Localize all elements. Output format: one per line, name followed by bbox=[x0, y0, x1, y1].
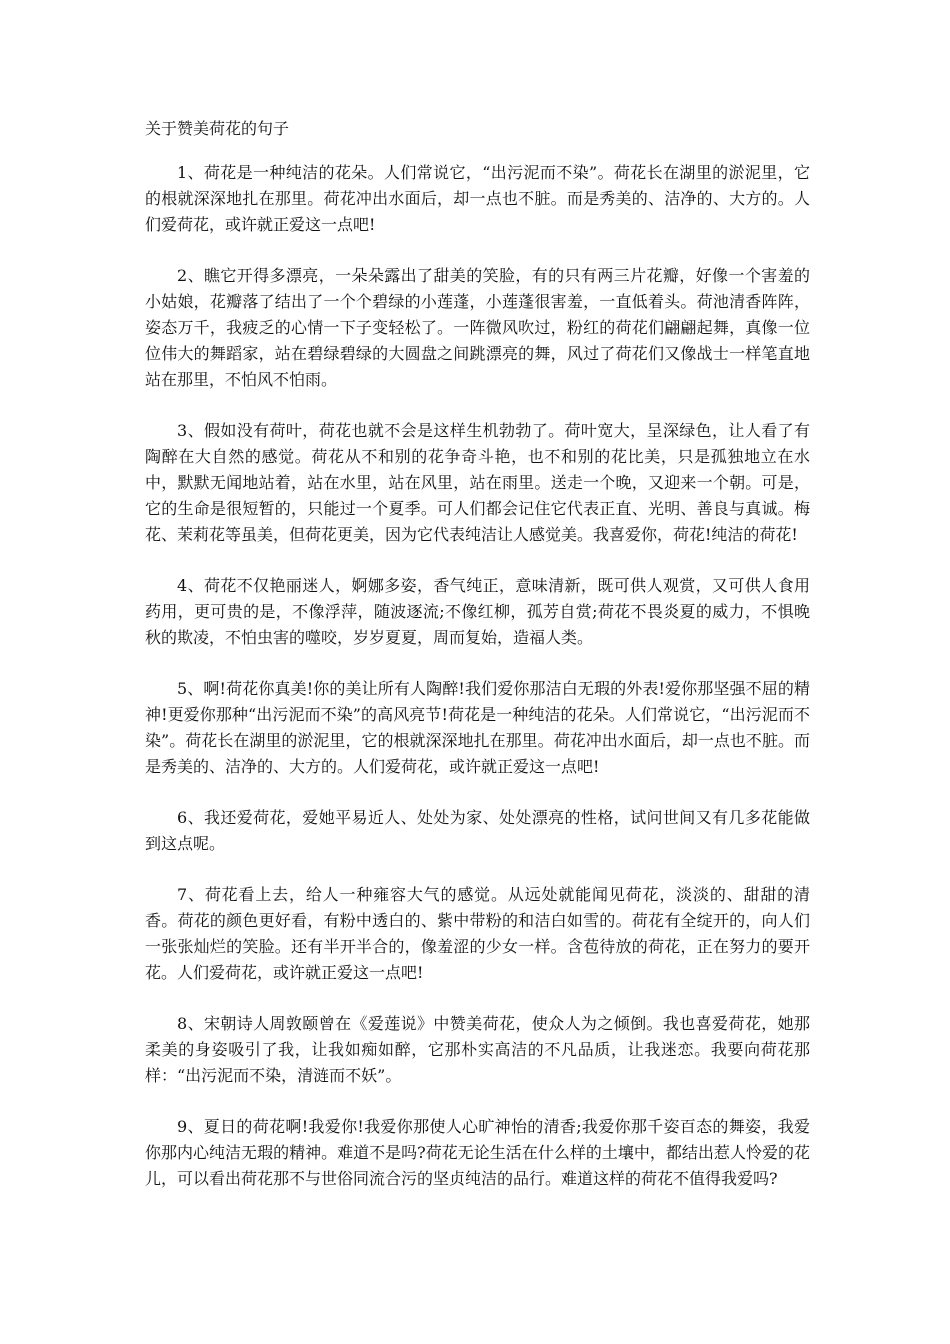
document-title: 关于赞美荷花的句子 bbox=[145, 119, 290, 138]
paragraph-3: 3、假如没有荷叶，荷花也就不会是这样生机勃勃了。荷叶宽大，呈深绿色，让人看了有陶醉在大自然的感觉。荷花从不和别的花争奇斗艳，也不和别的花比美，只是孤独地立在水中，默默无闻地站着，站在水里，站在风里，站在雨里。送走一个晚，又迎来一个朝。可是，它的生命是很短暂的，只能过一个夏季。可人们都会记住它代表正直、光明、善良与真诚。梅花、茉莉花等虽美，但荷花更美，因为它代表纯洁让人感觉美。我喜爱你，荷花!纯洁的荷花! bbox=[145, 421, 810, 544]
paragraph-5: 5、啊!荷花你真美!你的美让所有人陶醉!我们爱你那洁白无瑕的外表!爱你那坚强不屈的精神!更爱你那种“出污泥而不染”的高风亮节!荷花是一种纯洁的花朵。人们常说它，“出污泥而不染”。荷花长在湖里的淤泥里，它的根就深深地扎在那里。荷花冲出水面后，却一点也不脏。而是秀美的、洁净的、大方的。人们爱荷花，或许就正爱这一点吧! bbox=[145, 679, 810, 776]
paragraph-1: 1、荷花是一种纯洁的花朵。人们常说它，“出污泥而不染”。荷花长在湖里的淤泥里，它的根就深深地扎在那里。荷花冲出水面后，却一点也不脏。而是秀美的、洁净的、大方的。人们爱荷花，或许就正爱这一点吧! bbox=[145, 163, 810, 234]
paragraph-9: 9、夏日的荷花啊!我爱你!我爱你那使人心旷神怡的清香;我爱你那千姿百态的舞姿，我爱你那内心纯洁无瑕的精神。难道不是吗?荷花无论生活在什么样的土壤中，都结出惹人怜爱的花儿，可以看出荷花那不与世俗同流合污的坚贞纯洁的品行。难道这样的荷花不值得我爱吗? bbox=[145, 1117, 810, 1188]
paragraph-2: 2、瞧它开得多漂亮，一朵朵露出了甜美的笑脸，有的只有两三片花瓣，好像一个害羞的小姑娘，花瓣落了结出了一个个碧绿的小莲蓬，小莲蓬很害羞，一直低着头。荷池清香阵阵，姿态万千，我疲乏的心情一下子变轻松了。一阵微风吹过，粉红的荷花们翩翩起舞，真像一位位伟大的舞蹈家，站在碧绿碧绿的大圆盘之间跳漂亮的舞，风过了荷花们又像战士一样笔直地站在那里，不怕风不怕雨。 bbox=[145, 266, 810, 389]
paragraph-7: 7、荷花看上去，给人一种雍容大气的感觉。从远处就能闻见荷花，淡淡的、甜甜的清香。荷花的颜色更好看，有粉中透白的、紫中带粉的和洁白如雪的。荷花有全绽开的，向人们一张张灿烂的笑脸。还有半开半合的，像羞涩的少女一样。含苞待放的荷花，正在努力的要开花。人们爱荷花，或许就正爱这一点吧! bbox=[145, 885, 810, 982]
paragraph-6: 6、我还爱荷花，爱她平易近人、处处为家、处处漂亮的性格，试问世间又有几多花能做到这点呢。 bbox=[145, 808, 810, 853]
paragraph-4: 4、荷花不仅艳丽迷人，婀娜多姿，香气纯正，意味清新，既可供人观赏，又可供人食用药用，更可贵的是，不像浮萍，随波逐流;不像红柳，孤芳自赏;荷花不畏炎夏的威力，不惧晚秋的欺凌，不怕虫害的噬咬，岁岁夏夏，周而复始，造福人类。 bbox=[145, 576, 810, 647]
paragraph-8: 8、宋朝诗人周敦颐曾在《爱莲说》中赞美荷花，使众人为之倾倒。我也喜爱荷花，她那柔美的身姿吸引了我，让我如痴如醉，它那朴实高洁的不凡品质，让我迷恋。我要向荷花那样：“出污泥而不染，清涟而不妖”。 bbox=[145, 1014, 810, 1085]
document-page bbox=[145, 116, 810, 1217]
